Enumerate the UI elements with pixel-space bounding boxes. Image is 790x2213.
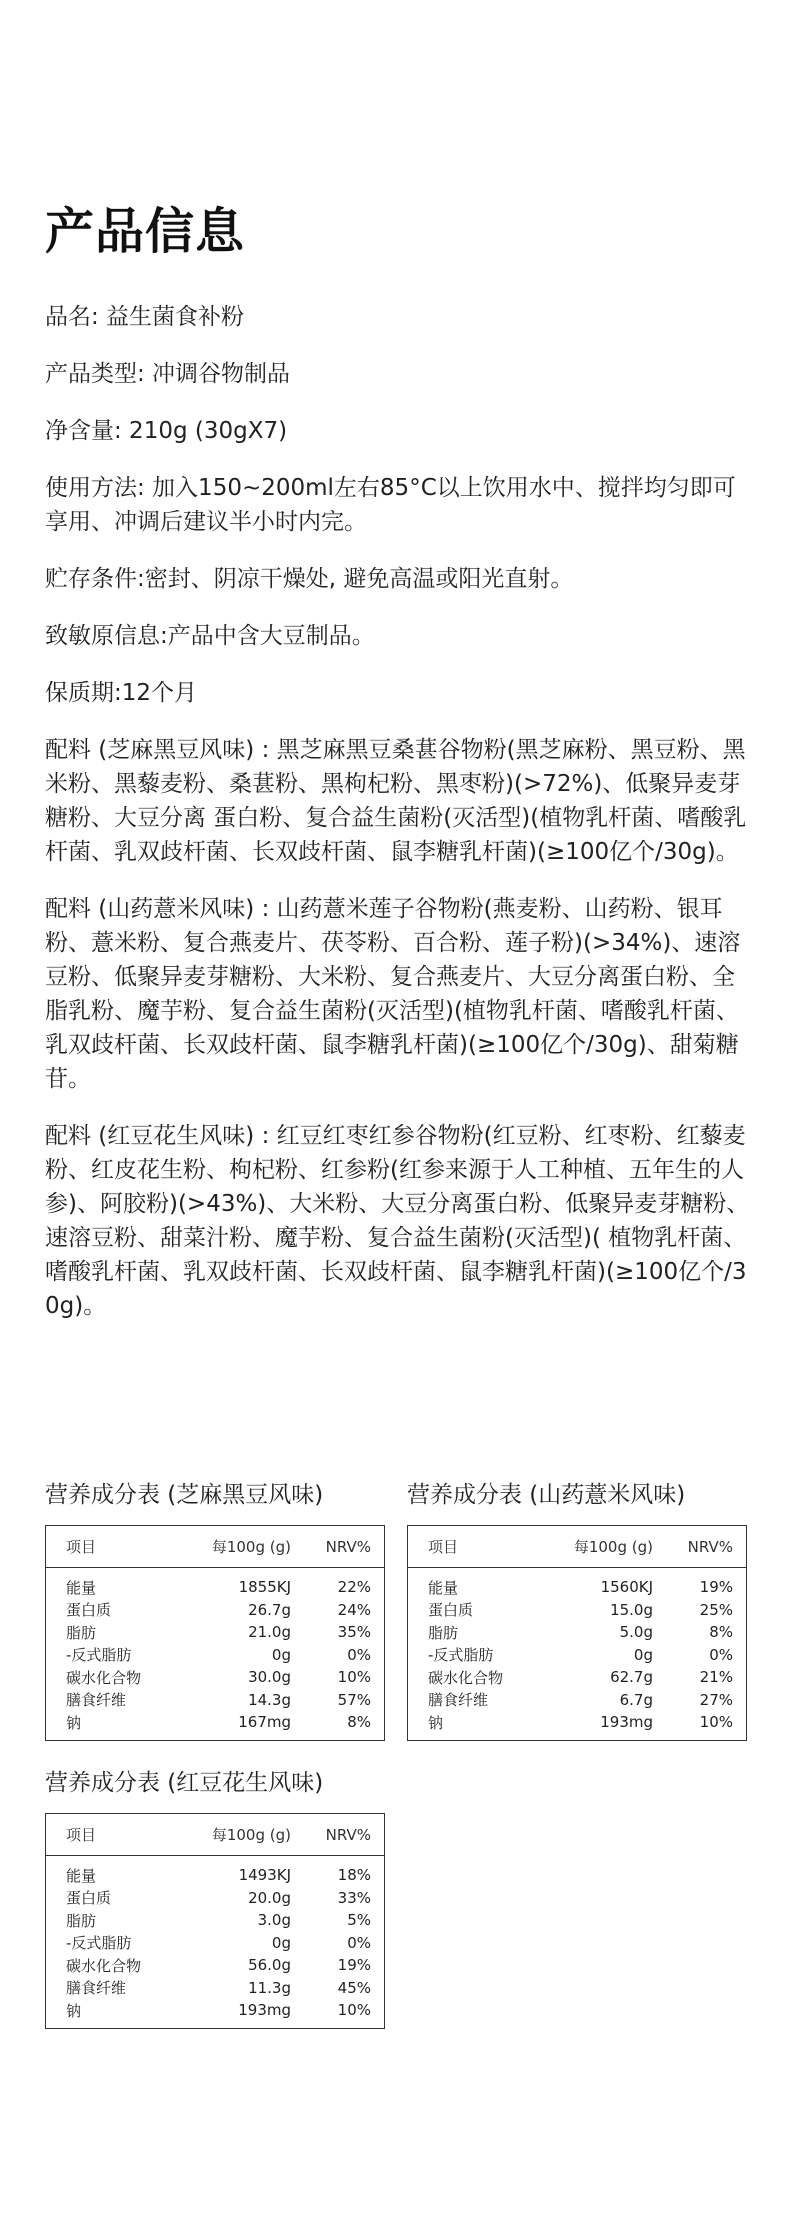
cell-item: 脂肪	[428, 1623, 459, 1642]
table-row	[408, 1666, 746, 1689]
table-row	[46, 1909, 384, 1932]
cell-nrv: 25%	[699, 1600, 733, 1619]
cell-nrv: 18%	[337, 1866, 371, 1885]
info-net-content: 净含量: 210g (30gX7)	[45, 418, 288, 444]
cell-item: 能量	[66, 1866, 97, 1885]
info-type: 产品类型: 冲调谷物制品	[45, 361, 291, 387]
header-nrv: NRV%	[687, 1537, 733, 1556]
cell-item: 碳水化合物	[66, 1956, 142, 1975]
table-body	[46, 1856, 384, 2028]
cell-value: 30.0g	[248, 1668, 291, 1687]
cell-item: 钠	[66, 2001, 82, 2020]
header-per100g: 每100g (g)	[211, 1538, 291, 1556]
cell-item: 能量	[66, 1578, 97, 1597]
header-item: 项目	[66, 1538, 97, 1556]
header-nrv: NRV%	[325, 1537, 371, 1556]
cell-value: 11.3g	[248, 1978, 291, 1997]
cell-nrv: 8%	[347, 1713, 371, 1732]
cell-item: 蛋白质	[66, 1889, 112, 1908]
info-ingredients-yam: 配料 (山药薏米风味) : 山药薏米莲子谷物粉(燕麦粉、山药粉、银耳粉、薏米粉、复合燕麦片、茯苓粉、百合粉、莲子粉)(>34%)、速溶豆粉、低聚异麦芽糖粉、大米粉、复合燕麦片、大豆分离蛋白粉、全脂乳粉、魔芋粉、复合益生菌粉(灭活型)(植物乳杆菌、嗜酸乳杆菌、乳双歧杆菌、长双歧杆菌、鼠李糖乳杆菌)(≥100亿个/30g)、甜菊糖苷。	[45, 896, 741, 1092]
table-body	[46, 1568, 384, 1740]
cell-nrv: 19%	[337, 1956, 371, 1975]
header-nrv: NRV%	[325, 1825, 371, 1844]
cell-value: 0g	[271, 1933, 291, 1952]
info-storage: 贮存条件:密封、阴凉干燥处, 避免高温或阳光直射。	[45, 566, 574, 592]
table-row	[46, 1977, 384, 2000]
cell-item: -反式脂肪	[66, 1934, 132, 1953]
cell-value: 6.7g	[619, 1690, 653, 1709]
cell-value: 1855KJ	[238, 1578, 291, 1597]
cell-nrv: 33%	[337, 1888, 371, 1907]
cell-nrv: 22%	[337, 1578, 371, 1597]
table-row	[46, 1644, 384, 1667]
cell-nrv: 10%	[337, 2001, 371, 2020]
table-row	[46, 1954, 384, 1977]
cell-value: 26.7g	[248, 1600, 291, 1619]
nutrition-table-title: 营养成分表 (芝麻黑豆风味)	[45, 1482, 324, 1508]
table-row	[46, 1621, 384, 1644]
cell-nrv: 10%	[337, 1668, 371, 1687]
table-row	[46, 1864, 384, 1887]
cell-value: 56.0g	[248, 1956, 291, 1975]
cell-value: 14.3g	[248, 1690, 291, 1709]
cell-nrv: 5%	[347, 1911, 371, 1930]
cell-nrv: 8%	[709, 1623, 733, 1642]
cell-nrv: 35%	[337, 1623, 371, 1642]
table-header	[408, 1526, 746, 1568]
info-shelf-life: 保质期:12个月	[45, 680, 198, 706]
cell-nrv: 45%	[337, 1978, 371, 1997]
nutrition-table-title: 营养成分表 (山药薏米风味)	[407, 1482, 686, 1508]
table-row	[408, 1644, 746, 1667]
cell-value: 193mg	[600, 1713, 653, 1732]
cell-item: 钠	[66, 1713, 82, 1732]
table-row	[46, 1689, 384, 1712]
header-per100g: 每100g (g)	[211, 1826, 291, 1844]
table-row	[46, 1932, 384, 1955]
table-row	[46, 1711, 384, 1734]
cell-item: 膳食纤维	[66, 1979, 127, 1998]
cell-value: 1560KJ	[600, 1578, 653, 1597]
table-row	[46, 1599, 384, 1622]
info-ingredients-redbean: 配料 (红豆花生风味) : 红豆红枣红参谷物粉(红豆粉、红枣粉、红藜麦粉、红皮花生粉、枸杞粉、红参粉(红参来源于人工种植、五年生的人参)、阿胶粉)(>43%)、大米粉、大豆分离蛋白粉、低聚异麦芽糖粉、速溶豆粉、甜菜汁粉、魔芋粉、复合益生菌粉(灭活型)( 植物乳杆菌、嗜酸乳杆菌、乳双歧杆菌、长双歧杆菌、鼠李糖乳杆菌)(≥100亿个/30g)。	[45, 1123, 750, 1319]
table-header	[46, 1526, 384, 1568]
header-item: 项目	[66, 1826, 97, 1844]
cell-value: 0g	[633, 1645, 653, 1664]
cell-nrv: 0%	[709, 1645, 733, 1664]
table-row	[408, 1576, 746, 1599]
product-info-list	[45, 300, 751, 1346]
table-row	[408, 1711, 746, 1734]
nutrition-table-yam	[407, 1476, 747, 1741]
info-ingredients-sesame: 配料 (芝麻黑豆风味) : 黑芝麻黑豆桑葚谷物粉(黑芝麻粉、黑豆粉、黑米粉、黑藜麦粉、桑葚粉、黑枸杞粉、黑枣粉)(>72%)、低聚异麦芽糖粉、大豆分离 蛋白粉、复合益生菌粉(灭活型)(植物乳杆菌、嗜酸乳杆菌、乳双歧杆菌、长双歧杆菌、鼠李糖乳杆菌)(≥100亿个/30g)。	[45, 737, 747, 865]
cell-value: 62.7g	[610, 1668, 653, 1687]
cell-item: 能量	[428, 1578, 459, 1597]
cell-nrv: 19%	[699, 1578, 733, 1597]
header-item: 项目	[428, 1538, 459, 1556]
header-per100g: 每100g (g)	[573, 1538, 653, 1556]
cell-nrv: 57%	[337, 1690, 371, 1709]
cell-item: 碳水化合物	[66, 1668, 142, 1687]
cell-value: 15.0g	[610, 1600, 653, 1619]
cell-item: 蛋白质	[66, 1601, 112, 1620]
cell-nrv: 21%	[699, 1668, 733, 1687]
cell-value: 0g	[271, 1645, 291, 1664]
cell-item: -反式脂肪	[66, 1646, 132, 1665]
nutrition-table	[45, 1525, 385, 1741]
cell-item: 脂肪	[66, 1623, 97, 1642]
cell-nrv: 10%	[699, 1713, 733, 1732]
cell-value: 1493KJ	[238, 1866, 291, 1885]
nutrition-table	[45, 1813, 385, 2029]
cell-item: 碳水化合物	[428, 1668, 504, 1687]
nutrition-table-title: 营养成分表 (红豆花生风味)	[45, 1770, 324, 1796]
table-row	[46, 1887, 384, 1910]
cell-value: 20.0g	[248, 1888, 291, 1907]
table-header	[46, 1814, 384, 1856]
table-row	[46, 1666, 384, 1689]
cell-value: 5.0g	[619, 1623, 653, 1642]
table-row	[408, 1621, 746, 1644]
table-body	[408, 1568, 746, 1740]
info-name: 品名: 益生菌食补粉	[45, 304, 245, 330]
nutrition-table-redbean	[45, 1764, 385, 2029]
table-row	[46, 1999, 384, 2022]
cell-nrv: 0%	[347, 1645, 371, 1664]
cell-item: 脂肪	[66, 1911, 97, 1930]
cell-nrv: 0%	[347, 1933, 371, 1952]
cell-item: 蛋白质	[428, 1601, 474, 1620]
cell-value: 167mg	[238, 1713, 291, 1732]
info-allergen: 致敏原信息:产品中含大豆制品。	[45, 623, 375, 649]
table-row	[46, 1576, 384, 1599]
cell-item: 膳食纤维	[66, 1691, 127, 1710]
cell-item: -反式脂肪	[428, 1646, 494, 1665]
table-row	[408, 1599, 746, 1622]
table-row	[408, 1689, 746, 1712]
cell-value: 3.0g	[257, 1911, 291, 1930]
cell-nrv: 27%	[699, 1690, 733, 1709]
page-title: 产品信息	[45, 203, 246, 260]
info-usage: 使用方法: 加入150~200ml左右85°C以上饮用水中、搅拌均匀即可享用、冲调后建议半小时内完。	[45, 475, 736, 535]
cell-value: 21.0g	[248, 1623, 291, 1642]
nutrition-table	[407, 1525, 747, 1741]
cell-item: 钠	[428, 1713, 444, 1732]
cell-item: 膳食纤维	[428, 1691, 489, 1710]
nutrition-table-sesame	[45, 1476, 385, 1741]
cell-nrv: 24%	[337, 1600, 371, 1619]
cell-value: 193mg	[238, 2001, 291, 2020]
